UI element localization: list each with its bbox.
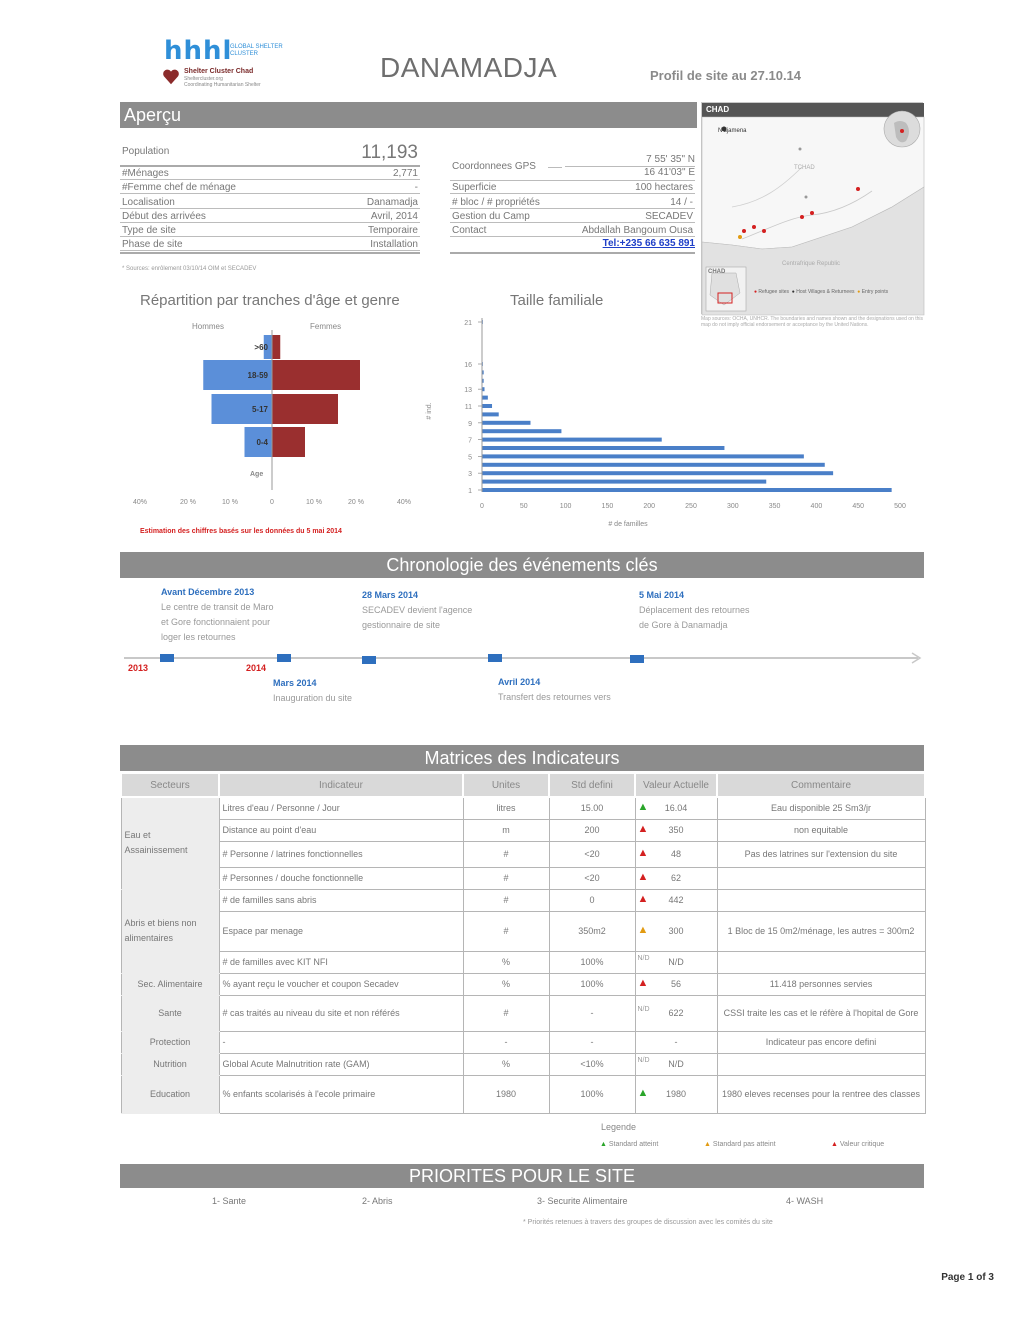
column-header: Std defini (549, 773, 635, 797)
table-row (121, 797, 925, 819)
kv-value: Temporaire (367, 225, 418, 236)
table-row (121, 995, 925, 1031)
family-y-tick: 21 (464, 320, 472, 327)
timeline-event (498, 675, 611, 705)
pyramid-x-tick: 40% (396, 499, 412, 506)
map-graphic (702, 117, 924, 315)
family-size-chart (426, 312, 920, 532)
priority-item: 1- Sante (212, 1196, 247, 1206)
family-size-bar (482, 488, 892, 492)
pyramid-x-tick: 10 % (306, 499, 322, 506)
timeline-year: 2013 (128, 663, 149, 673)
table-row (121, 1031, 925, 1053)
sector-cell: Protection (121, 1031, 219, 1053)
priority-item: 3- Securite Alimentaire (537, 1196, 628, 1206)
critical-icon: ▲ (637, 823, 649, 835)
map-caption: Map sources: OCHA, UNHCR. The boundaries and names shown and the designations used on this map do not imply official endorsement or acceptance by the United Nations. (701, 316, 923, 328)
kv-row (450, 196, 695, 209)
timeline-event-text: et Gore fonctionnaient pour (161, 617, 271, 627)
indicator-cell: # Personnes / douche fonctionnelle (219, 867, 463, 889)
logo-org-sub2: Coordinating Humanitarian Shelter (184, 82, 261, 88)
timeline-event-text: Inauguration du site (273, 693, 353, 703)
unit-cell: # (463, 889, 549, 911)
kv-row (120, 224, 420, 237)
timeline-event-text: SECADEV devient l'agence (362, 605, 473, 615)
matrix-heading: Matrices des Indicateurs (120, 745, 924, 771)
sector-cell: Abris et biens non alimentaires (121, 889, 219, 973)
comment-cell: Indicateur pas encore defini (717, 1031, 925, 1053)
kv-row (450, 224, 695, 237)
family-x-tick: 100 (559, 503, 572, 510)
family-x-tick: 200 (643, 503, 656, 510)
family-size-bar (482, 446, 724, 450)
value-text: 56 (670, 978, 681, 989)
family-size-bar (482, 396, 488, 400)
indicator-cell: Espace par menage (219, 911, 463, 951)
family-x-tick: 500 (894, 503, 906, 510)
kv-value: 2,771 (392, 168, 418, 179)
legend-label: Standard pas atteint (712, 1141, 776, 1148)
value-cell (635, 973, 717, 995)
value-text: 350 (668, 824, 684, 835)
kv-key: #Femme chef de ménage (122, 182, 236, 193)
pyramid-chart (130, 330, 430, 520)
map-legend-item: Host Villages & Returnees (796, 289, 855, 295)
check-icon: ▲ (637, 1087, 649, 1099)
indicator-matrix (120, 772, 926, 1114)
indicator-cell: % enfants scolarisés à l'ecole primaire (219, 1075, 463, 1113)
warning-icon: ▲ (637, 924, 649, 936)
value-text: 62 (670, 872, 681, 883)
timeline-axis (120, 648, 924, 672)
pyramid-note: Estimation des chiffres basés sur les données du 5 mai 2014 (140, 528, 342, 535)
legend-label: Standard atteint (608, 1141, 659, 1148)
value-text: 16.04 (664, 802, 688, 813)
unit-cell: # (463, 911, 549, 951)
pyramid-chart-title: Répartition par tranches d'âge et genre (140, 292, 400, 309)
column-header: Commentaire (717, 773, 925, 797)
timeline-event-date: Avant Décembre 2013 (161, 587, 255, 597)
unit-cell: % (463, 1053, 549, 1075)
legend-item (600, 1141, 658, 1148)
priorities-heading: PRIORITES POUR LE SITE (120, 1164, 924, 1188)
family-x-tick: 400 (810, 503, 823, 510)
map-legend-item: Entry points (861, 289, 889, 295)
timeline-event-date: Mars 2014 (273, 678, 317, 688)
value-cell (635, 797, 717, 819)
kv-value: Abdallah Bangoum Ousa (581, 225, 693, 236)
pyramid-category-label: 18-59 (247, 371, 268, 380)
critical-icon: ▲ (637, 847, 649, 859)
pyramid-men-label: Hommes (192, 322, 225, 331)
kv-value: 14 / - (670, 197, 693, 208)
logo-letters: hhhl (164, 36, 233, 66)
legend-title: Legende (601, 1122, 637, 1132)
family-size-bar (482, 421, 530, 425)
timeline-event-text: de Gore à Danamadja (639, 620, 728, 630)
pyramid-bar-women (272, 427, 305, 457)
indicator-cell: Global Acute Malnutrition rate (GAM) (219, 1053, 463, 1075)
table-header-row (121, 773, 925, 797)
priorities-note: * Priorités retenues à travers des groupes de discussion avec les comités du site (523, 1219, 773, 1226)
value-cell (635, 1075, 717, 1113)
family-y-tick: 11 (464, 404, 472, 411)
no-data-icon: N/D (637, 1006, 650, 1013)
value-text: 622 (668, 1007, 684, 1018)
family-y-tick: 1 (468, 488, 472, 495)
divider (450, 252, 695, 254)
sector-cell: Eau et Assainissement (121, 797, 219, 889)
comment-cell: 1980 eleves recenses pour la rentree des classes (717, 1075, 925, 1113)
kv-row (120, 210, 420, 223)
map-legend: ● Refugee sites ● Host Villages & Returnees ● Entry points (754, 289, 889, 295)
standard-cell: 100% (549, 1075, 635, 1113)
kv-key: Début des arrivées (122, 211, 206, 222)
indicator-cell: Distance au point d'eau (219, 819, 463, 841)
unit-cell: % (463, 973, 549, 995)
family-y-tick: 13 (464, 387, 472, 395)
source-note: * Sources: enrôlement 03/10/14 OIM et SECADEV (122, 266, 257, 272)
comment-cell: Eau disponible 25 Sm3/jr (717, 797, 925, 819)
standard-cell: 0 (549, 889, 635, 911)
legend-item (704, 1141, 776, 1148)
pyramid-x-tick: 10 % (222, 499, 238, 506)
kv-row (120, 196, 420, 209)
value-cell (635, 911, 717, 951)
pyramid-bar-women (272, 394, 338, 424)
timeline-event-text: Le centre de transit de Maro (161, 602, 274, 612)
value-cell (635, 1053, 717, 1075)
pyramid-x-tick: 20 % (180, 499, 196, 506)
standard-cell: 200 (549, 819, 635, 841)
indicator-cell: # de familles sans abris (219, 889, 463, 911)
timeline-event (273, 676, 352, 706)
family-y-tick: 5 (468, 454, 472, 462)
value-text: N/D (668, 956, 684, 967)
family-x-tick: 300 (726, 503, 739, 510)
timeline-event (161, 585, 274, 645)
column-header: Indicateur (219, 773, 463, 797)
table-row (121, 973, 925, 995)
comment-cell: non equitable (717, 819, 925, 841)
critical-icon: ▲ (637, 977, 649, 989)
population-row (120, 142, 420, 163)
no-data-icon: N/D (637, 1057, 650, 1064)
priority-item: 4- WASH (786, 1196, 824, 1206)
unit-cell: # (463, 841, 549, 867)
table-row (121, 841, 925, 867)
map-car-label: Centrafrique Republic (782, 261, 841, 267)
timeline-event-text: Transfert des retournes vers (498, 692, 611, 702)
no-data-icon: N/D (637, 955, 650, 962)
family-size-bar (482, 429, 561, 433)
comment-cell: 1 Bloc de 15 0m2/ménage, les autres = 300m2 (717, 911, 925, 951)
unit-cell: # (463, 995, 549, 1031)
critical-icon: ▲ (637, 871, 649, 883)
timeline-event-date: 5 Mai 2014 (639, 590, 685, 600)
standard-cell: 100% (549, 973, 635, 995)
value-text: 300 (668, 925, 684, 936)
standard-cell: <20 (549, 841, 635, 867)
legend-label: Valeur critique (839, 1141, 885, 1148)
column-header: Unites (463, 773, 549, 797)
gps-lon: 16 41'03" E (643, 167, 695, 178)
family-x-tick: 250 (685, 503, 697, 510)
family-y-tick: 9 (468, 420, 472, 428)
kv-value: Installation (370, 239, 418, 250)
value-cell (635, 819, 717, 841)
family-x-tick: 50 (519, 503, 528, 510)
kv-row (450, 181, 695, 194)
unit-cell: % (463, 951, 549, 973)
kv-row (120, 238, 420, 251)
comment-cell (717, 889, 925, 911)
pyramid-x-tick: 20 % (348, 499, 364, 506)
kv-value: - (414, 182, 418, 193)
kv-key: Phase de site (122, 239, 183, 250)
kv-key: Type de site (122, 225, 176, 236)
value-text: 442 (668, 894, 684, 905)
pyramid-category-label: 0-4 (256, 438, 268, 447)
sector-cell: Sante (121, 995, 219, 1031)
contact-phone-link[interactable]: Tel:+235 66 635 891 (602, 238, 695, 249)
divider (548, 167, 562, 168)
comment-cell: 11.418 personnes servies (717, 973, 925, 995)
indicator-cell: - (219, 1031, 463, 1053)
pyramid-bar-women (272, 360, 360, 390)
profile-date: Profil de site au 27.10.14 (650, 68, 802, 83)
value-cell (635, 995, 717, 1031)
logo-org-name: Shelter Cluster Chad (184, 68, 254, 75)
timeline-year: 2014 (246, 663, 267, 673)
indicator-cell: % ayant reçu le voucher et coupon Secadev (219, 973, 463, 995)
timeline-event-date: 28 Mars 2014 (362, 590, 419, 600)
column-header: Secteurs (121, 773, 219, 797)
divider (120, 252, 420, 254)
family-size-bar (482, 438, 662, 442)
column-header: Valeur Actuelle (635, 773, 717, 797)
gps-lat: 7 55' 35" N (646, 154, 695, 165)
logo-org (184, 68, 261, 88)
family-chart-title: Taille familiale (510, 292, 604, 309)
sector-cell: Education (121, 1075, 219, 1113)
page-number: Page 1 of 3 (941, 1272, 994, 1283)
family-y-tick: 7 (468, 437, 472, 445)
family-size-bar (482, 480, 766, 484)
unit-cell: 1980 (463, 1075, 549, 1113)
table-row (121, 911, 925, 951)
table-row (121, 1053, 925, 1075)
timeline-event (639, 588, 750, 633)
priority-item: 2- Abris (362, 1196, 393, 1206)
kv-row (120, 181, 420, 194)
family-x-tick: 350 (768, 503, 781, 510)
value-cell (635, 1031, 717, 1053)
warning-icon: ▲ (704, 1141, 711, 1148)
map-title: CHAD (702, 103, 924, 117)
table-row (121, 1075, 925, 1113)
table-row (121, 889, 925, 911)
standard-cell: 100% (549, 951, 635, 973)
family-size-bar (482, 463, 825, 467)
comment-cell (717, 867, 925, 889)
sector-cell: Sec. Alimentaire (121, 973, 219, 995)
unit-cell: - (463, 1031, 549, 1053)
kv-key: Superficie (452, 182, 497, 193)
kv-key: # bloc / # propriétés (452, 197, 540, 208)
value-text: 48 (670, 848, 681, 859)
family-size-bar (482, 404, 492, 408)
pyramid-category-label: >60 (254, 343, 268, 352)
table-row (121, 819, 925, 841)
family-size-bar (482, 471, 833, 475)
value-cell (635, 867, 717, 889)
family-y-tick: 3 (468, 471, 472, 479)
location-map (701, 102, 923, 314)
logo (160, 36, 300, 92)
family-chart-xlabel: # de familles (608, 521, 648, 528)
family-chart-ylabel: # ind. (426, 402, 433, 420)
timeline-event (362, 588, 472, 633)
timeline-event-text: Déplacement des retournes (639, 605, 750, 615)
unit-cell: litres (463, 797, 549, 819)
timeline-event-text: loger les retournes (161, 632, 236, 642)
timeline-event-text: gestionnaire de site (362, 620, 441, 630)
map-legend-item: Refugee sites (758, 289, 789, 295)
pyramid-x-tick: 0 (270, 499, 274, 506)
standard-cell: <20 (549, 867, 635, 889)
kv-value: Avril, 2014 (370, 211, 418, 222)
logo-org-sub1: Sheltercluster.org (184, 76, 223, 82)
comment-cell (717, 1053, 925, 1075)
pyramid-category-label: 5-17 (251, 405, 268, 414)
family-x-tick: 150 (601, 503, 614, 510)
timeline-heading: Chronologie des événements clés (120, 552, 924, 578)
pyramid-age-axis-label: Age (250, 471, 264, 478)
family-x-tick: 450 (852, 503, 865, 510)
value-cell (635, 889, 717, 911)
pyramid-women-label: Femmes (310, 322, 342, 331)
value-cell (635, 951, 717, 973)
family-size-bar (482, 412, 499, 416)
unit-cell: m (463, 819, 549, 841)
standard-cell: <10% (549, 1053, 635, 1075)
legend-item (831, 1141, 884, 1148)
kv-key: Contact (452, 225, 487, 236)
critical-icon: ▲ (637, 893, 649, 905)
page-title: DANAMADJA (380, 52, 558, 83)
check-icon: ▲ (637, 801, 649, 814)
kv-value: SECADEV (645, 211, 693, 222)
map-country-label: TCHAD (794, 165, 815, 171)
standard-cell: 15.00 (549, 797, 635, 819)
family-y-tick: 16 (464, 362, 472, 369)
apercu-heading: Aperçu (120, 102, 697, 128)
timeline-event-date: Avril 2014 (498, 677, 541, 687)
comment-cell: Pas des latrines sur l'extension du site (717, 841, 925, 867)
kv-key: Localisation (122, 197, 175, 208)
population-value: 11,193 (361, 142, 418, 163)
kv-row (450, 210, 695, 223)
heart-icon (162, 68, 180, 86)
indicator-cell: # Personne / latrines fonctionnelles (219, 841, 463, 867)
indicator-cell: # cas traités au niveau du site et non référés (219, 995, 463, 1031)
check-icon: ▲ (600, 1141, 607, 1148)
comment-cell: CSSI traite les cas et le réfère à l'hopital de Gore (717, 995, 925, 1031)
value-cell (635, 841, 717, 867)
pyramid-x-tick: 40% (132, 499, 148, 506)
population-label: Population (122, 146, 170, 157)
value-text: N/D (668, 1058, 684, 1069)
table-row (121, 951, 925, 973)
indicator-cell: Litres d'eau / Personne / Jour (219, 797, 463, 819)
map-inset-label: CHAD (708, 269, 726, 275)
family-size-bar (482, 454, 804, 458)
family-x-tick: 0 (480, 503, 484, 510)
comment-cell (717, 951, 925, 973)
standard-cell: 350m2 (549, 911, 635, 951)
kv-value: 100 hectares (635, 182, 693, 193)
kv-value: Danamadja (366, 197, 418, 208)
indicator-cell: # de familles avec KIT NFI (219, 951, 463, 973)
gps-label: Coordonnees GPS (452, 161, 536, 172)
value-text: - (674, 1036, 678, 1047)
kv-key: #Ménages (122, 168, 169, 179)
value-text: 1980 (665, 1088, 687, 1099)
kv-key: Gestion du Camp (452, 211, 530, 222)
unit-cell: # (463, 867, 549, 889)
table-row (121, 867, 925, 889)
sector-cell: Nutrition (121, 1053, 219, 1075)
kv-row (120, 167, 420, 180)
pyramid-bar-women (272, 335, 280, 359)
standard-cell: - (549, 995, 635, 1031)
logo-subtitle: GLOBAL SHELTER CLUSTER (230, 44, 283, 57)
critical-icon: ▲ (831, 1141, 838, 1148)
standard-cell: - (549, 1031, 635, 1053)
map-city-label: N'djamena (718, 128, 747, 134)
